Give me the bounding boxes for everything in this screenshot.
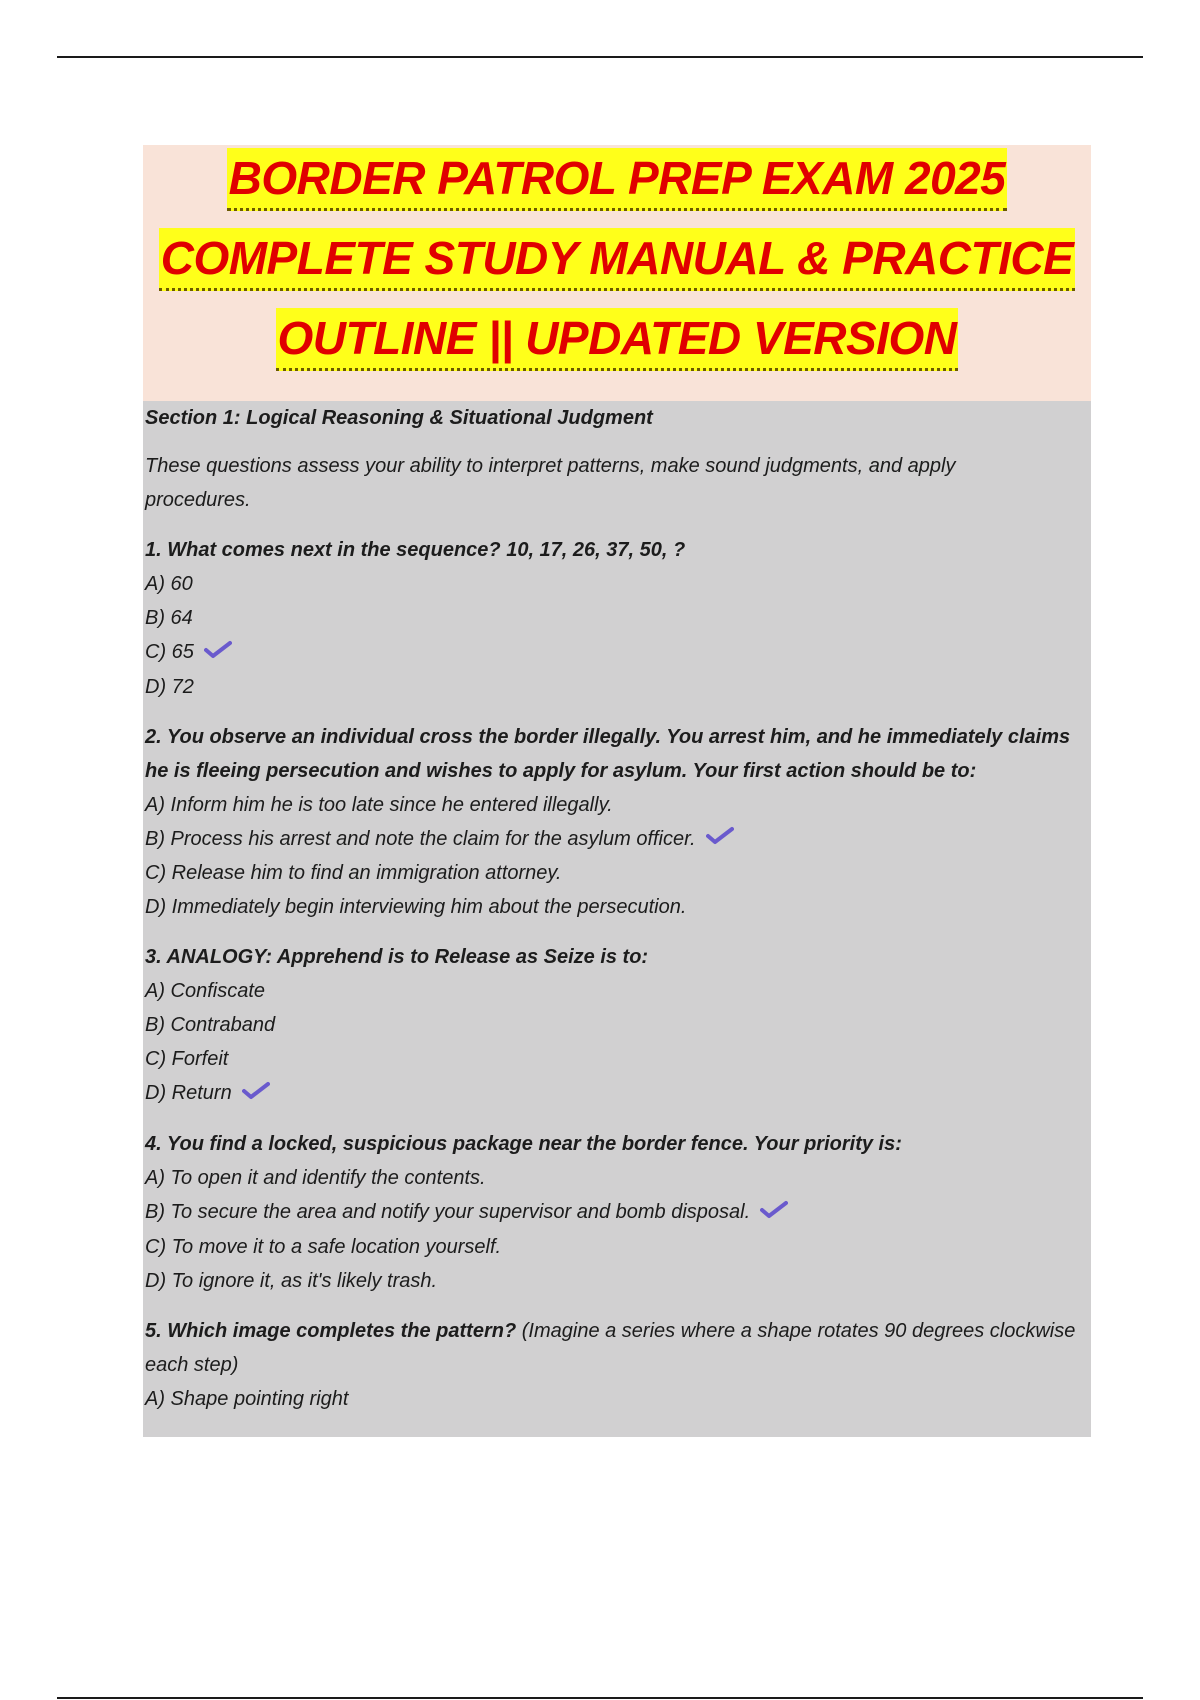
page-title (143, 148, 1091, 388)
question-4: 4. You find a locked, suspicious package near the border fence. Your priority is: (145, 1133, 902, 1156)
question-3-option-d (145, 1076, 1091, 1111)
question-2-option-c (145, 856, 1091, 890)
option-label: A) Shape pointing right (145, 1387, 349, 1410)
question-5-note: (Imagine a series where a shape rotates 90 degrees clockwise each step) (145, 1319, 1076, 1376)
bottom-rule (57, 1697, 1143, 1699)
question-4-option-c (145, 1230, 1091, 1264)
option-label: A) 60 (145, 573, 193, 595)
title-line-3: OUTLINE || UPDATED VERSION (276, 308, 959, 371)
section-intro: These questions assess your ability to interpret patterns, make sound judgments, and apply procedures. (145, 455, 956, 511)
option-label: C) Forfeit (145, 1048, 229, 1071)
option-label: B) Process his arrest and note the claim for the asylum officer. (145, 827, 696, 850)
option-label: A) Inform him he is too late since he entered illegally. (145, 793, 613, 816)
top-rule (57, 56, 1143, 58)
option-label: B) To secure the area and notify your supervisor and bomb disposal. (145, 1201, 751, 1224)
option-label: D) Immediately begin interviewing him about the persecution. (145, 896, 687, 919)
check-icon (760, 1196, 788, 1230)
option-label: C) 65 (145, 641, 194, 663)
check-icon (706, 822, 734, 856)
option-label: D) 72 (145, 675, 194, 698)
question-1-option-c (145, 635, 1091, 670)
question-5-text: 5. Which image completes the pattern? (145, 1319, 517, 1342)
question-4-option-b (145, 1195, 1091, 1230)
question-2-option-a (145, 788, 1091, 822)
question-4-option-d (145, 1264, 1091, 1298)
question-1-option-a (145, 567, 1091, 601)
question-5-option-a (145, 1382, 1091, 1416)
question-3-option-c (145, 1042, 1091, 1076)
question-2-option-d (145, 890, 1091, 924)
title-line-1: BORDER PATROL PREP EXAM 2025 (227, 148, 1008, 211)
option-label: D) Return (145, 1082, 232, 1105)
title-line-2: COMPLETE STUDY MANUAL & PRACTICE (159, 228, 1076, 291)
option-label: A) Confiscate (145, 980, 266, 1003)
option-label: B) 64 (145, 607, 193, 629)
section-heading: Section 1: Logical Reasoning & Situational Judgment (145, 407, 653, 429)
question-1-option-d (145, 670, 1091, 704)
question-3: 3. ANALOGY: Apprehend is to Release as Seize is to: (145, 946, 649, 969)
question-5 (145, 1314, 1091, 1382)
option-label: C) Release him to find an immigration attorney. (145, 862, 562, 885)
question-2-option-b (145, 822, 1091, 857)
question-4-option-a (145, 1161, 1091, 1195)
option-label: D) To ignore it, as it's likely trash. (145, 1269, 438, 1292)
check-icon (204, 636, 232, 670)
option-label: B) Contraband (145, 1014, 276, 1037)
content-panel (143, 401, 1091, 1437)
check-icon (242, 1077, 270, 1111)
question-2: 2. You observe an individual cross the border illegally. You arrest him, and he immediately claims he is fleeing persecution and wishes to apply for asylum. Your first action should be to: (145, 725, 1071, 782)
option-label: C) To move it to a safe location yourself. (145, 1235, 502, 1258)
question-1: 1. What comes next in the sequence? 10, 17, 26, 37, 50, ? (145, 539, 686, 561)
question-3-option-b (145, 1008, 1091, 1042)
option-label: A) To open it and identify the contents. (145, 1167, 486, 1190)
question-1-option-b (145, 601, 1091, 635)
question-3-option-a (145, 974, 1091, 1008)
